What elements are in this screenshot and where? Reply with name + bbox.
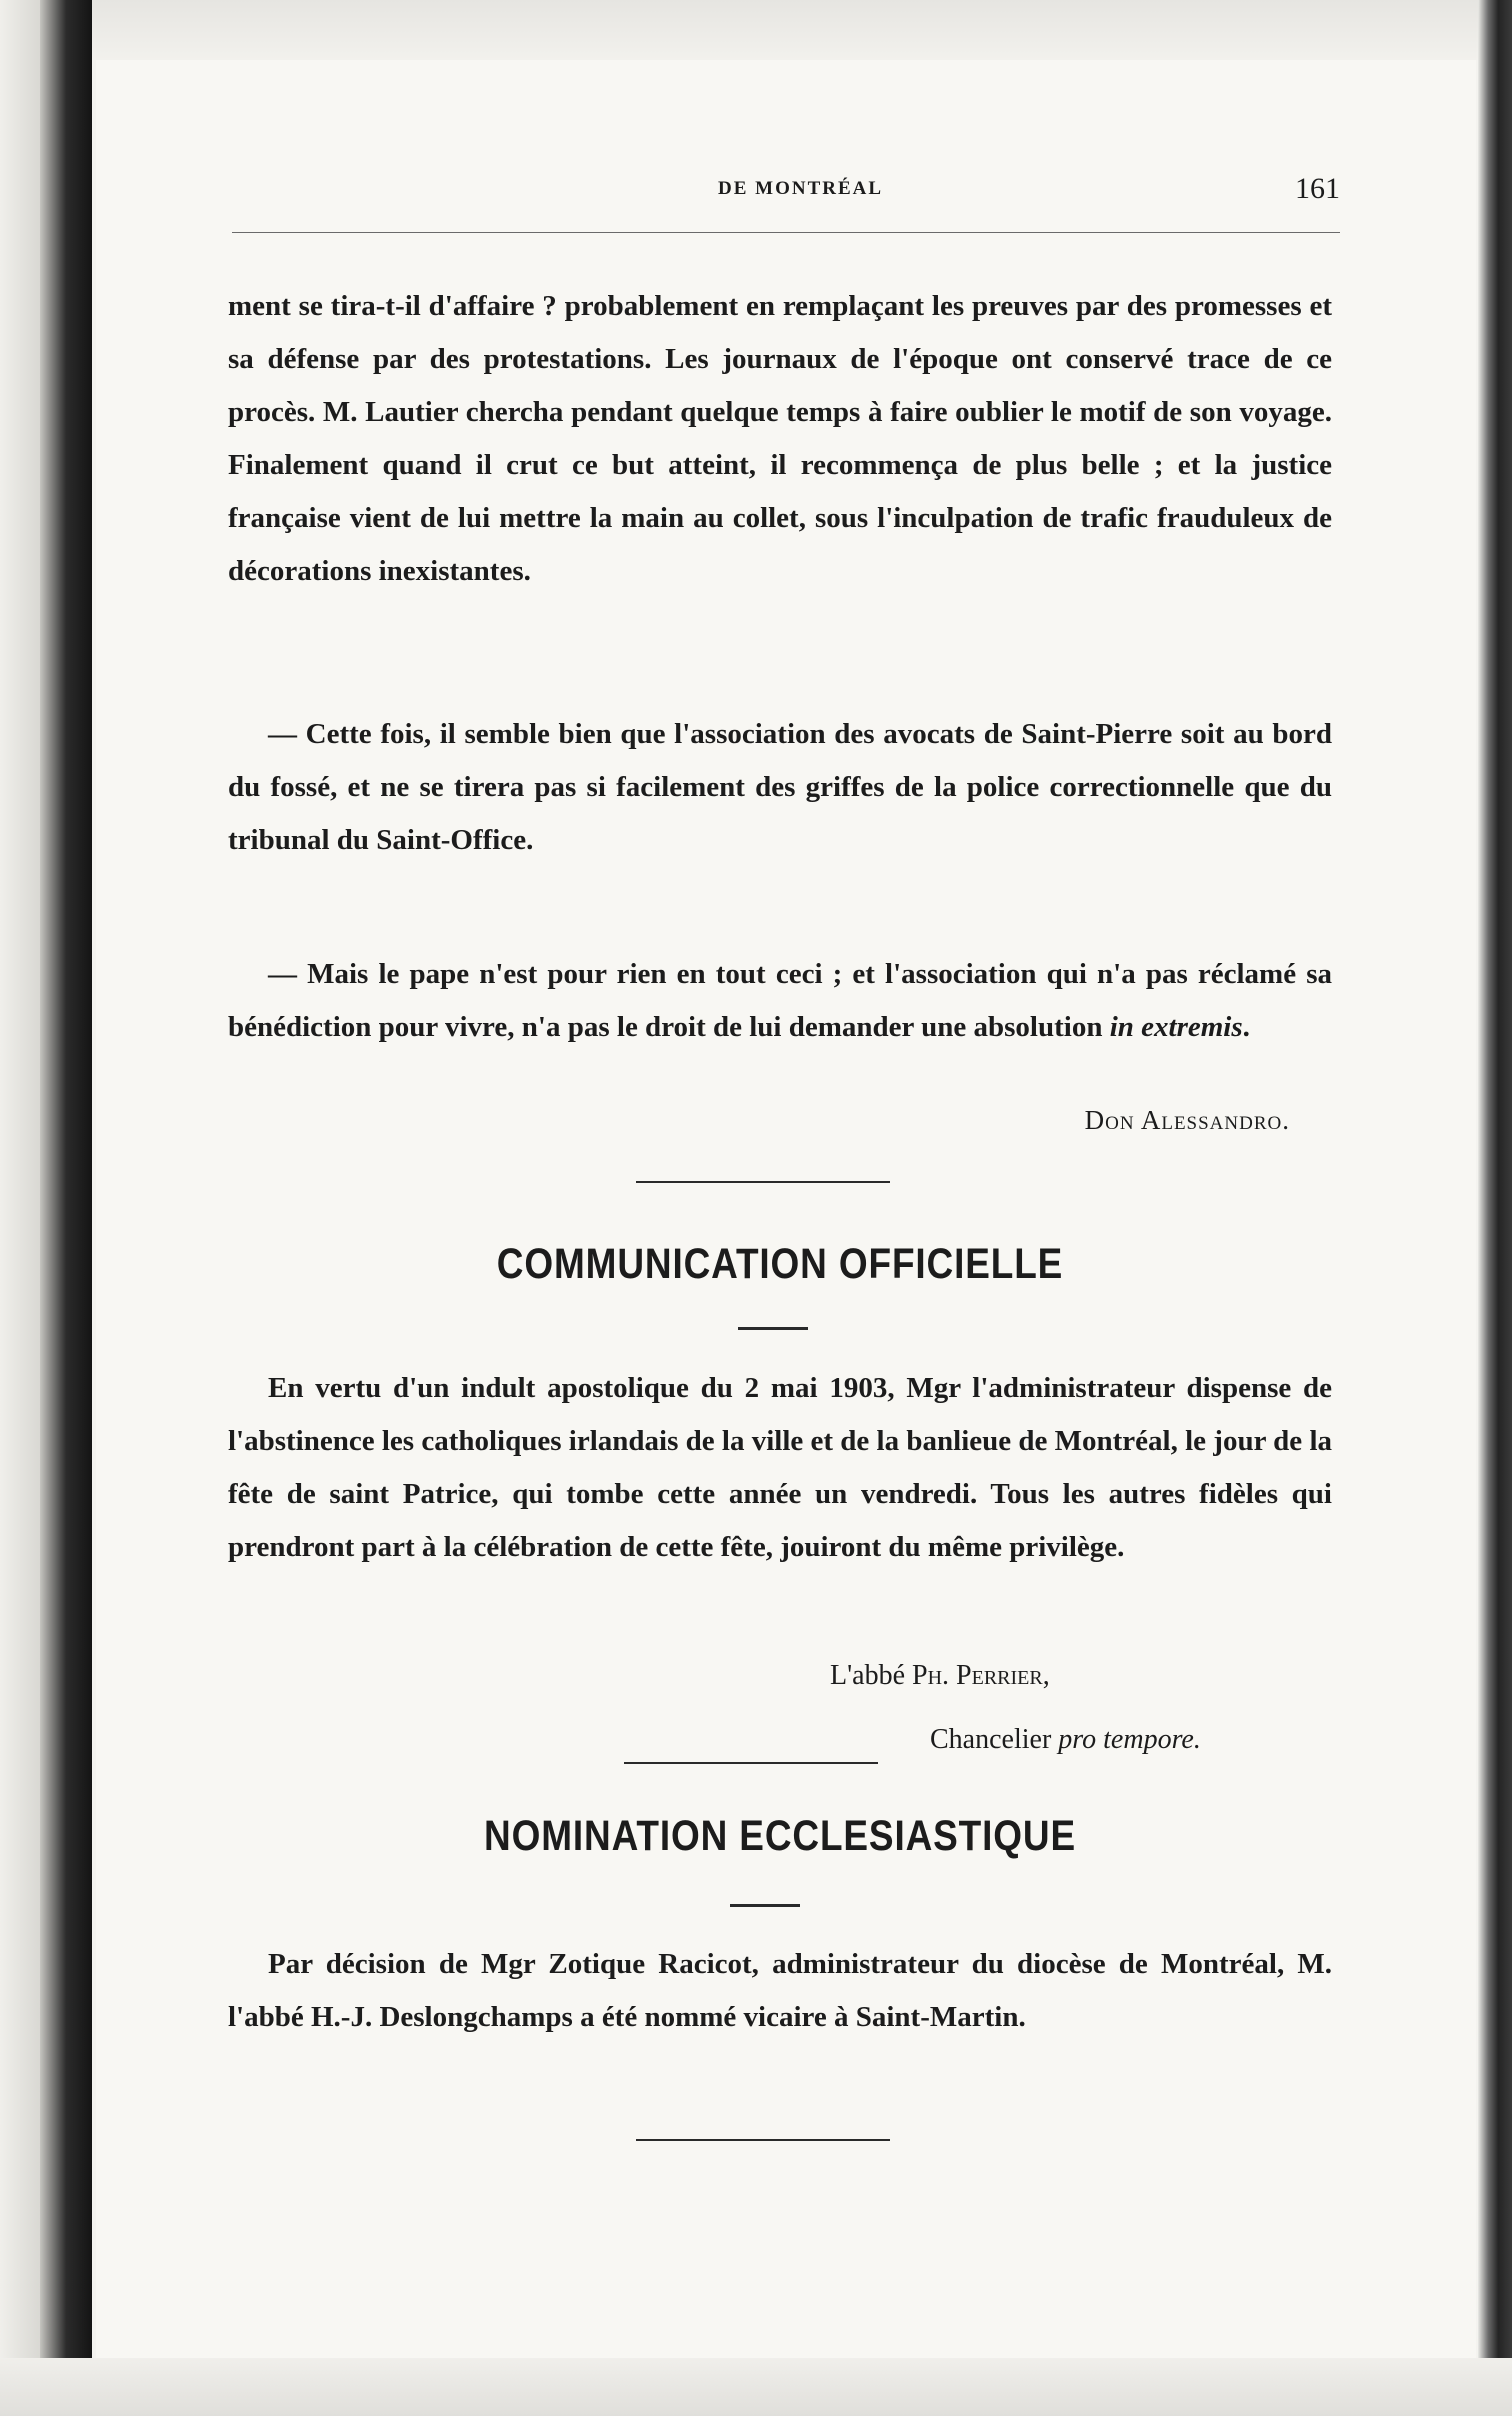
signer-role: Chancelier: [930, 1724, 1052, 1755]
heading-underline: [738, 1327, 808, 1330]
section-separator: [636, 2139, 890, 2141]
paragraph-text: En vertu d'un indult apostolique du 2 mai 1903, Mgr l'administrateur dispense de l'abstinence les catholiques irlandais de la ville et de la banlieue de Montréal, le jour de la fête de saint Patrice, qui tombe cette année un vendredi. Tous les autres fidèles qui prendront part à la célébration de cette fête, jouiront du même privilège.: [228, 1372, 1332, 1563]
paragraph-text: [228, 948, 1332, 1054]
section-separator: [624, 1762, 878, 1764]
article-signature: Don Alessandro.: [1084, 1105, 1290, 1135]
nomination-body: [228, 1938, 1332, 2044]
communication-signer-role: [930, 1724, 1512, 1756]
running-head: [232, 172, 1340, 208]
paragraph-end: .: [1242, 1011, 1250, 1043]
adjacent-page-strip: [0, 0, 40, 2416]
paragraph-italic: in extremis: [1109, 1011, 1243, 1043]
communication-signer: [830, 1660, 1512, 1692]
paragraph-text: ment se tira-t-il d'affaire ? probablement en remplaçant les preuves par des promesses et sa défense par des protestations. Les journaux de l'époque ont conservé trace de ce procès. M. Lautier chercha pendant quelque temps à faire oublier le motif de son voyage. Finalement quand il crut ce but atteint, il recommença de plus belle ; et la justice française vient de lui mettre la main au collet, sous l'inculpation de trafic frauduleux de décorations inexistantes.: [228, 290, 1332, 587]
article-paragraph-1: [228, 280, 1332, 598]
page-right-edge: [1478, 0, 1512, 2416]
signer-name: Ph. Perrier,: [912, 1660, 1050, 1691]
paragraph-text: — Cette fois, il semble bien que l'association des avocats de Saint-Pierre soit au bord du fossé, et ne se tirera pas si facilement des griffes de la police correctionnelle que du tribunal du Saint-Office.: [228, 718, 1332, 856]
article-paragraph-2: [228, 708, 1332, 867]
signer-role-italic: pro tempore.: [1058, 1724, 1201, 1755]
running-title: DE MONTRÉAL: [718, 178, 884, 199]
scan-top-edge: [0, 0, 1512, 60]
communication-body: [228, 1362, 1332, 1574]
paragraph-text: Par décision de Mgr Zotique Racicot, administrateur du diocèse de Montréal, M. l'abbé H.-J. Deslongchamps a été nommé vicaire à Saint-Martin.: [228, 1948, 1332, 2033]
paragraph-main: — Mais le pape n'est pour rien en tout ceci ; et l'association qui n'a pas réclamé sa bénédiction pour vivre, n'a pas le droit de lui demander une absolution: [228, 958, 1332, 1043]
nomination-heading: NOMINATION ECCLESIASTIQUE: [484, 1812, 1076, 1860]
signer-prefix: L'abbé: [830, 1660, 906, 1691]
page-number: 161: [1295, 172, 1340, 205]
communication-heading: COMMUNICATION OFFICIELLE: [496, 1240, 1064, 1288]
heading-underline: [730, 1904, 800, 1907]
section-separator: [636, 1181, 890, 1183]
scan-bottom-edge: [0, 2358, 1512, 2416]
header-rule: [232, 232, 1340, 233]
article-paragraph-3: [228, 948, 1332, 1054]
book-binding-edge: [0, 0, 92, 2416]
